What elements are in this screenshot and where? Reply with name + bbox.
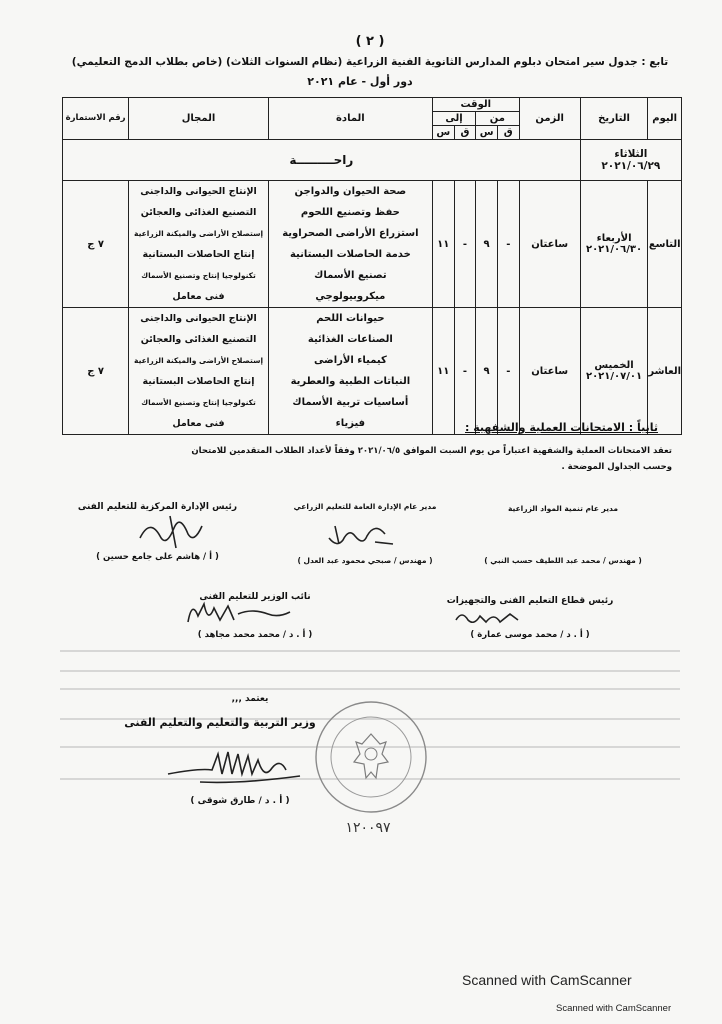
page-number: ( ٢ )	[355, 34, 385, 49]
header-from: من	[476, 112, 519, 126]
practical-line-2: وحسب الجداول الموضحة .	[561, 462, 672, 472]
header-to-s: س	[432, 126, 454, 140]
header-to-q: ق	[454, 126, 476, 140]
minister-name: ( أ . د / طارق شوقى )	[190, 796, 290, 806]
practical-heading: ثانياً : الامتحانات العملية والشفهية :	[465, 421, 658, 434]
minister-title: وزير التربية والتعليم والتعليم الفنى	[124, 716, 316, 729]
header-form-number: رقم الاستمارة	[63, 98, 129, 140]
rest-label: راحـــــــــة	[63, 140, 581, 181]
signer-4-title: رئيس قطاع التعليم الفنى والتجهيزات	[446, 596, 614, 606]
row-date: ٢٠٢١/٠٦/٣٠	[585, 244, 643, 255]
rest-row	[63, 140, 682, 181]
field-item: إنتاج الحاصلات البستانية	[142, 249, 255, 260]
field-item: التصنيع الغذائى والعجائن	[140, 334, 257, 345]
document-subtitle: دور أول - عام ٢٠٢١	[307, 75, 413, 88]
signer-2-name: ( مهندس / صبحي محمود عبد العدل )	[297, 556, 433, 565]
signature-3-icon	[130, 508, 220, 553]
subject-item: فيزياء	[335, 418, 366, 429]
practical-line-1: تعقد الامتحانات العملية والشفهية اعتباراً من يوم السبت الموافق ٢٠٢١/٠٦/٥ وفقاً لأعداد الطلاب المتقدمين للامتحان	[191, 446, 672, 456]
signer-5-name: ( أ . د / محمد محمد مجاهد )	[197, 630, 313, 640]
row-to-s: ١١	[432, 181, 454, 308]
subject-item: كيمياء الأراضى	[313, 355, 387, 366]
bleed-through-line	[60, 670, 680, 672]
approval-label: يعتمد ,,,	[231, 694, 269, 704]
signer-5-title: نائب الوزير للتعليم الفنى	[199, 592, 311, 602]
row-weekday: الأربعاء	[596, 233, 632, 244]
row-to-q: -	[454, 181, 476, 308]
row-from-s: ٩	[476, 181, 498, 308]
header-date: التاريخ	[580, 98, 648, 140]
field-item: إستصلاح الأراضى والميكنة الزراعية	[134, 229, 264, 238]
row-to-s: ١١	[432, 308, 454, 435]
signature-4-icon	[450, 604, 530, 630]
camscanner-footer: Scanned with CamScanner	[556, 1003, 672, 1014]
signer-1-name: ( مهندس / محمد عبد اللطيف حسب النبي )	[484, 556, 642, 565]
rest-date: ٢٠٢١/٠٦/٢٩	[601, 160, 661, 172]
header-from-s: س	[476, 126, 498, 140]
official-seal-icon	[312, 698, 430, 816]
field-item: الإنتاج الحيوانى والداجنى	[140, 186, 257, 197]
bleed-through-line	[60, 650, 680, 652]
row-form-number: ٧ ج	[63, 308, 129, 435]
row-duration: ساعتان	[519, 308, 580, 435]
bleed-through-line	[60, 688, 680, 690]
signature-5-icon	[178, 594, 298, 630]
field-item: فنى معامل	[172, 418, 225, 429]
signer-3-title: رئيس الإدارة المركزية للتعليم الفنى	[77, 502, 238, 512]
subject-item: أساسيات تربية الأسماك	[292, 397, 409, 408]
row-form-number: ٧ ج	[63, 181, 129, 308]
document-title: تابع : جدول سير امتحان دبلوم المدارس الثانوية الفنية الزراعية (نظام السنوات الثلاث) (خاص بطلاب الدمج التعليمي)	[71, 56, 669, 68]
header-subject: المادة	[268, 98, 432, 140]
field-item: التصنيع الغذائى والعجائن	[140, 207, 257, 218]
subject-item: النباتات الطبية والعطرية	[290, 376, 411, 387]
row-from-s: ٩	[476, 308, 498, 435]
signature-2-icon	[315, 514, 405, 554]
rest-weekday: الثلاثاء	[614, 148, 648, 160]
signer-1-title: مدير عام تنمية المواد الزراعية	[507, 504, 619, 513]
row-weekday: الخميس	[594, 360, 634, 371]
subject-item: ميكروبيولوجي	[315, 291, 386, 302]
header-day: اليوم	[648, 98, 682, 140]
subject-item: الصناعات الغذائية	[307, 334, 393, 345]
field-item: فنى معامل	[172, 291, 225, 302]
field-item: إنتاج الحاصلات البستانية	[142, 376, 255, 387]
table-row	[63, 181, 682, 308]
subject-item: صحة الحيوان والدواجن	[294, 186, 407, 197]
field-item: إستصلاح الأراضى والميكنة الزراعية	[134, 356, 264, 365]
subject-item: خدمة الحاصلات البستانية	[289, 249, 411, 260]
field-item: تكنولوجيا إنتاج وتصنيع الأسماك	[141, 271, 256, 280]
field-item: الإنتاج الحيوانى والداجنى	[140, 313, 257, 324]
handwritten-number: ١٢٠٠٩٧	[345, 820, 391, 836]
subject-item: استزراع الأراضى الصحراوية	[282, 228, 419, 239]
header-from-q: ق	[497, 126, 519, 140]
signer-2-title: مدير عام الإدارة العامة للتعليم الزراعي	[293, 502, 437, 511]
row-day: العاشر	[648, 308, 682, 435]
row-duration: ساعتان	[519, 181, 580, 308]
row-day: التاسع	[648, 181, 682, 308]
row-from-q: -	[497, 308, 519, 435]
subject-item: تصنيع الأسماك	[314, 270, 387, 281]
signer-4-name: ( أ . د / محمد موسى عمارة )	[470, 630, 590, 640]
camscanner-watermark: Scanned with CamScanner	[462, 972, 632, 988]
header-time: الوقت	[432, 98, 519, 112]
table-row	[63, 308, 682, 435]
minister-signature-icon	[160, 740, 330, 792]
subject-item: حيوانات اللحم	[316, 313, 385, 324]
row-from-q: -	[497, 181, 519, 308]
subject-item: حفظ وتصنيع اللحوم	[300, 207, 400, 218]
exam-schedule-table	[62, 97, 682, 435]
header-to: إلى	[432, 112, 475, 126]
field-item: تكنولوجيا إنتاج وتصنيع الأسماك	[141, 398, 256, 407]
signer-3-name: ( أ / هاشم على جامع حسين )	[96, 552, 219, 562]
row-date: ٢٠٢١/٠٧/٠١	[585, 371, 643, 382]
header-duration: الزمن	[519, 98, 580, 140]
row-to-q: -	[454, 308, 476, 435]
header-field: المجال	[129, 98, 269, 140]
